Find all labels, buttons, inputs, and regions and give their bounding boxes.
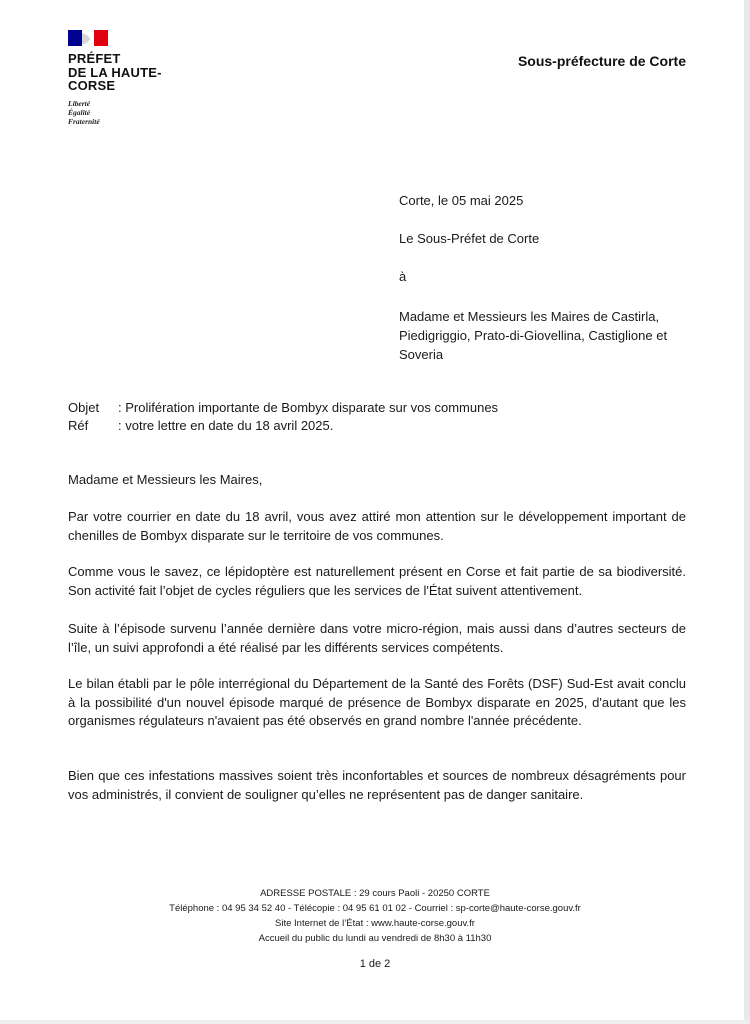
reference-text: : votre lettre en date du 18 avril 2025.	[118, 418, 334, 433]
footer-postal-address: ADRESSE POSTALE : 29 cours Paoli - 20250 CORTE	[260, 888, 490, 899]
body-paragraph: Le bilan établi par le pôle interrégional du Département de la Santé des Forêts (DSF) Sud-Est avait conclu à la possibilité d'un nouvel épisode marqué de présence de Bombyx disparate en 2025, d'autant que les organismes régulateurs n'avaient pas été observés en grand nombre l'année précédente.	[68, 676, 686, 728]
body-paragraph: Comme vous le savez, ce lépidoptère est naturellement présent en Corse et fait partie de sa biodiversité. Son activité fait l’objet de cycles réguliers que les services de l'État suivent attentivement.	[68, 564, 686, 598]
logo-title-line: CORSE	[68, 78, 116, 93]
subject-text: : Prolifération importante de Bombyx disparate sur vos communes	[118, 400, 499, 415]
page-number: 1 de 2	[359, 958, 391, 970]
page-edge-shadow	[744, 0, 750, 1024]
footer-website: Site Internet de l’État : www.haute-corse.gouv.fr	[275, 918, 475, 929]
republic-motto	[68, 99, 198, 126]
letter-date: Corte, le 05 mai 2025	[399, 193, 524, 208]
footer-contact: Téléphone : 04 95 34 52 40 - Télécopie : 04 95 61 01 02 - Courriel : sp-corte@haute-corse.gouv.fr	[169, 903, 581, 914]
logo-title-line: PRÉFET	[68, 51, 121, 66]
marianne-flag-icon	[68, 30, 108, 46]
motto-liberte: Liberté	[68, 98, 91, 108]
motto-fraternite: Fraternité	[68, 116, 100, 126]
reference-label: Réf	[68, 418, 89, 433]
letter-recipients: Madame et Messieurs les Maires de Castirla, Piedigriggio, Prato-di-Giovellina, Castiglione et Soveria	[399, 309, 668, 362]
letter-subject-block	[68, 399, 498, 435]
footer-opening-hours: Accueil du public du lundi au vendredi de 8h30 à 11h30	[258, 933, 492, 944]
letter-to-preposition: à	[399, 269, 407, 284]
subject-label: Objet	[68, 400, 100, 415]
letter-footer	[0, 886, 750, 946]
body-paragraph: Par votre courrier en date du 18 avril, vous avez attiré mon attention sur le développement important de chenilles de Bombyx disparate sur le territoire de vos communes.	[68, 509, 686, 543]
issuing-service: Sous-préfecture de Corte	[517, 53, 686, 69]
body-paragraph: Bien que ces infestations massives soient très inconfortables et sources de nombreux désagréments pour vos administrés, il convient de souligner qu’elles ne représentent pas de danger sanitaire.	[68, 768, 686, 802]
logo-title-line: DE LA HAUTE-	[68, 64, 162, 80]
body-paragraph: Suite à l’épisode survenu l’année dernière dans votre micro-région, mais aussi dans d’autres secteurs de l’île, un suivi approfondi a été réalisé par les différents services compétents.	[68, 621, 686, 655]
letter-sender: Le Sous-Préfet de Corte	[399, 231, 540, 246]
reference-row	[68, 417, 498, 435]
page-bottom-edge	[0, 1020, 750, 1024]
salutation: Madame et Messieurs les Maires,	[68, 472, 263, 487]
prefet-logo	[68, 30, 198, 126]
motto-egalite: Égalité	[68, 107, 91, 117]
logo-title	[68, 52, 198, 93]
subject-row	[68, 399, 498, 417]
